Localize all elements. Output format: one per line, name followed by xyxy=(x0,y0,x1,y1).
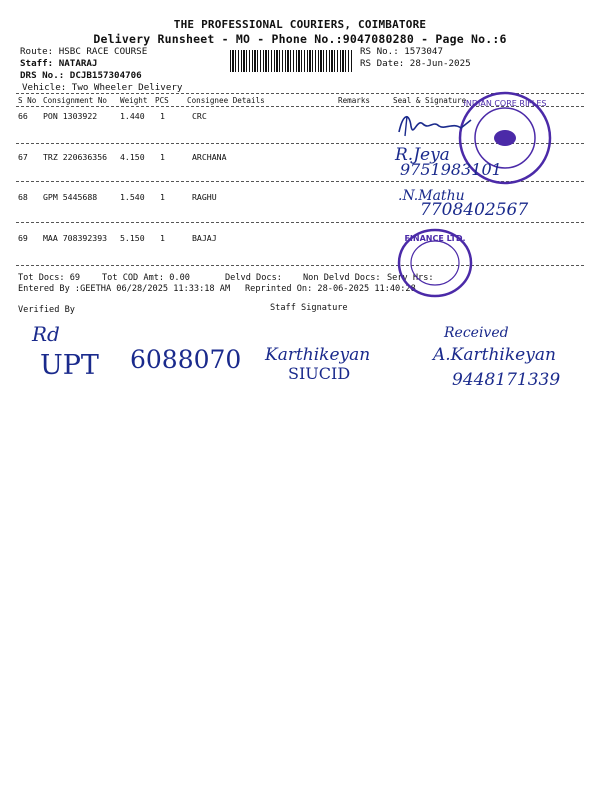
row-sno: 67 xyxy=(18,152,28,162)
row-weight: 5.150 xyxy=(120,233,145,243)
col-seal-signature: Seal & Signature xyxy=(393,96,467,105)
row-consignment: TRZ 220636356 xyxy=(43,152,108,162)
rs-date: RS Date: 28-Jun-2025 xyxy=(360,58,471,69)
row-consignee: ARCHANA xyxy=(192,152,227,162)
verified-by: Verified By xyxy=(18,305,75,315)
row-consignee: RAGHU xyxy=(192,192,217,202)
delivered-docs: Delvd Docs: xyxy=(225,273,282,283)
stamp-text: FINANCE LTD. xyxy=(404,234,466,243)
handwritten-phone: 9448171339 xyxy=(452,370,561,390)
row-consignee: BAJAJ xyxy=(192,233,217,243)
divider xyxy=(16,265,584,266)
row-consignment: MAA 708392393 xyxy=(43,233,108,243)
row-weight: 1.440 xyxy=(120,111,145,121)
verified-initials: Rd xyxy=(32,322,60,346)
handwritten-phone: 9751983101 xyxy=(400,160,502,179)
row-pcs: 1 xyxy=(160,152,165,162)
handwritten-name: Karthikeyan xyxy=(265,345,371,365)
row-weight: 4.150 xyxy=(120,152,145,162)
handwritten-number: 6088070 xyxy=(130,345,242,374)
col-remarks: Remarks xyxy=(338,96,371,105)
col-consignee: Consignee Details xyxy=(187,96,265,105)
handwritten-phone: 7708402567 xyxy=(420,200,529,220)
reprinted-on: Reprinted On: 28-06-2025 11:40:28 xyxy=(245,284,416,294)
route-label: Route: HSBC RACE COURSE xyxy=(20,46,148,57)
rs-number: RS No.: 1573047 xyxy=(360,46,443,57)
staff-signature: Staff Signature xyxy=(270,303,348,313)
row-consignment: GPM 5445688 xyxy=(43,192,98,202)
row-pcs: 1 xyxy=(160,233,165,243)
col-weight: Weight xyxy=(120,96,148,105)
handwritten-name: A.Karthikeyan xyxy=(433,345,556,365)
row-pcs: 1 xyxy=(160,111,165,121)
runsheet-subtitle: Delivery Runsheet - MO - Phone No.:9047080280 - Page No.:6 xyxy=(93,32,507,46)
handwritten-code: SIUCID xyxy=(288,364,351,383)
vehicle-label: Vehicle: Two Wheeler Delivery xyxy=(22,82,183,93)
row-consignee: CRC xyxy=(192,111,207,121)
drs-number: DRS No.: DCJB157304706 xyxy=(20,70,142,81)
handwritten-name: .N.Mathu xyxy=(398,188,465,204)
col-consignment: Consignment No xyxy=(43,96,108,105)
handwritten-name: R.Jeya xyxy=(395,145,450,165)
total-cod-amount: Tot COD Amt: 0.00 xyxy=(102,273,190,283)
signature-scribble xyxy=(395,108,475,142)
row-consignment: PON 1303922 xyxy=(43,111,98,121)
barcode xyxy=(230,50,352,72)
staff-label: Staff: NATARAJ xyxy=(20,58,98,69)
service-hours: Serv Hrs: xyxy=(387,273,434,283)
finance-seal-stamp xyxy=(395,225,475,300)
row-pcs: 1 xyxy=(160,192,165,202)
total-docs: Tot Docs: 69 xyxy=(18,273,81,283)
row-sno: 68 xyxy=(18,192,28,202)
non-delivered-docs: Non Delvd Docs: xyxy=(303,273,381,283)
divider xyxy=(16,222,584,223)
col-sno: S No xyxy=(18,96,37,105)
row-sno: 66 xyxy=(18,111,28,121)
col-pcs: PCS xyxy=(155,96,169,105)
row-weight: 1.540 xyxy=(120,192,145,202)
handwritten-upt: UPT xyxy=(40,350,99,381)
handwritten-received: Received xyxy=(444,325,509,341)
entered-by: Entered By :GEETHA 06/28/2025 11:33:18 AM xyxy=(18,284,231,294)
row-sno: 69 xyxy=(18,233,28,243)
company-title: THE PROFESSIONAL COURIERS, COIMBATORE xyxy=(173,18,427,31)
stamp-text: INDIAN CORE RIFLES xyxy=(463,99,547,108)
